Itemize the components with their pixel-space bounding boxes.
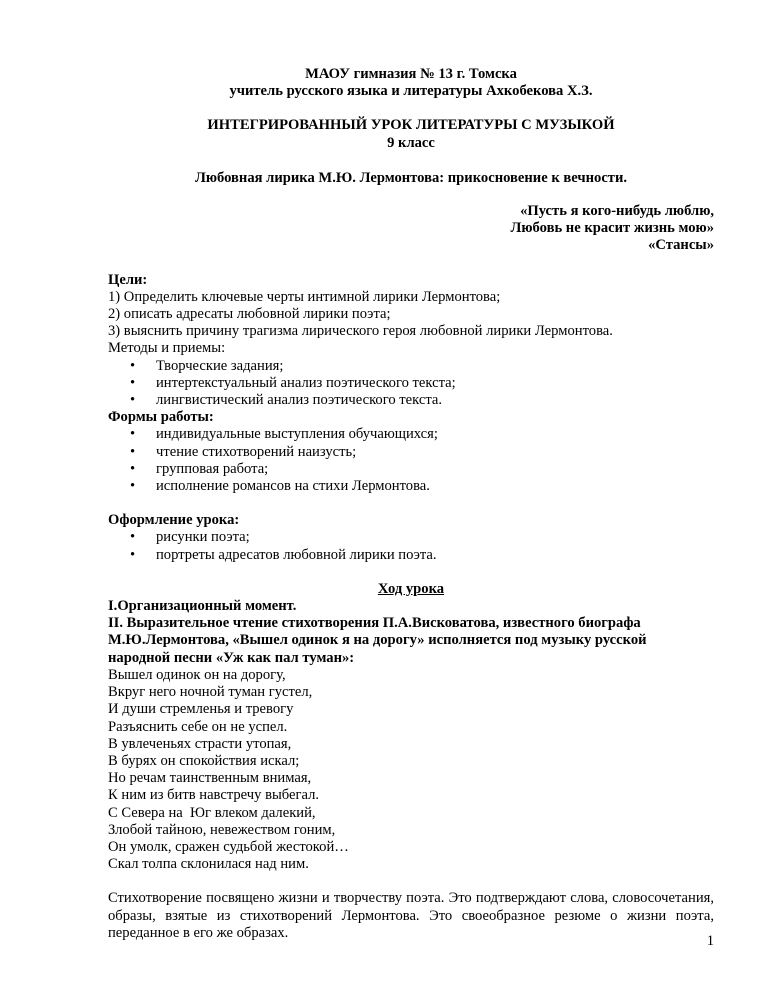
- forms-section: [108, 409, 714, 495]
- list-item: • интертекстуальный анализ поэтического текста;: [108, 375, 714, 392]
- course-step-2-line: народной песни «Уж как пал туман»:: [108, 649, 355, 666]
- course-heading: Ход урока: [377, 580, 445, 597]
- list-item: • рисунки поэта;: [108, 529, 714, 546]
- course-step-1: I.Организационный момент.: [108, 598, 297, 615]
- poem-line: С Севера на Юг влеком далекий,: [108, 804, 316, 821]
- lesson-type: ИНТЕГРИРОВАННЫЙ УРОК ЛИТЕРАТУРЫ С МУЗЫКОЙ: [207, 117, 615, 134]
- list-item: • индивидуальные выступления обучающихся;: [108, 426, 714, 443]
- school-name: МАОУ гимназия № 13 г. Томска: [305, 66, 517, 82]
- forms-list: [108, 426, 714, 495]
- list-item: • чтение стихотворений наизусть;: [108, 444, 714, 461]
- page-content: [108, 66, 714, 942]
- goal-item: 3) выяснить причину трагизма лирического героя любовной лирики Лермонтова.: [108, 323, 613, 340]
- goals-section: [108, 272, 714, 341]
- poem-line: В бурях он спокойствия искал;: [108, 752, 300, 769]
- course-step-2-line: II. Выразительное чтение стихотворения П.А.Висковатова, известного биографа: [108, 615, 641, 632]
- poem-line: Скал толпа склонилася над ним.: [108, 856, 309, 873]
- list-item: • Творческие задания;: [108, 358, 714, 375]
- poem-line: Он умолк, сражен судьбой жестокой…: [108, 838, 349, 855]
- course-step-2-line: М.Ю.Лермонтова, «Вышел одинок я на дорогу» исполняется под музыку русской: [108, 632, 647, 649]
- poem-line: Разъяснить себе он не успел.: [108, 718, 288, 735]
- list-item: • портреты адресатов любовной лирики поэта.: [108, 547, 714, 564]
- design-section: [108, 512, 714, 564]
- lesson-topic: Любовная лирика М.Ю. Лермонтова: прикосновение к вечности.: [194, 169, 628, 186]
- list-item: • лингвистический анализ поэтического текста.: [108, 392, 714, 409]
- grade: 9 класс: [387, 134, 435, 151]
- poem-line: Вышел одинок он на дорогу,: [108, 666, 286, 683]
- epigraph-line: Любовь не красит жизнь мою»: [510, 220, 714, 237]
- poem-line: И души стремленья и тревогу: [108, 701, 294, 718]
- methods-list: [108, 358, 714, 410]
- goals-heading: Цели:: [108, 271, 148, 288]
- epigraph: [108, 203, 714, 255]
- forms-heading: Формы работы:: [108, 409, 214, 426]
- goal-item: 2) описать адресаты любовной лирики поэта;: [108, 306, 391, 323]
- design-heading: Оформление урока:: [108, 512, 240, 529]
- epigraph-source: «Стансы»: [648, 237, 714, 254]
- teacher-name: учитель русского языка и литературы Ахкобекова Х.З.: [229, 83, 593, 100]
- poem-line: Но речам таинственным внимая,: [108, 770, 312, 787]
- poem-line: В увлеченьях страсти утопая,: [108, 735, 292, 752]
- goal-item: 1) Определить ключевые черты интимной лирики Лермонтова;: [108, 288, 501, 305]
- methods-heading: Методы и приемы:: [108, 340, 226, 357]
- list-item: • исполнение романсов на стихи Лермонтова.: [108, 478, 714, 495]
- page-number: 1: [706, 933, 714, 949]
- design-list: [108, 529, 714, 563]
- epigraph-line: «Пусть я кого-нибудь люблю,: [520, 203, 714, 220]
- poem-line: К ним из битв навстречу выбегал.: [108, 787, 320, 804]
- list-item: • групповая работа;: [108, 461, 714, 478]
- poem-line: Злобой тайною, невежеством гоним,: [108, 821, 336, 838]
- poem: [108, 667, 714, 873]
- poem-line: Вкруг него ночной туман густел,: [108, 684, 313, 701]
- methods-section: [108, 340, 714, 409]
- summary-paragraph: Стихотворение посвящено жизни и творчеству поэта. Это подтверждают слова, словосочетания, образы, взятые из стихотворений Лермонтова. Это своеобразное резюме о жизни поэта, переданное в его же образах.: [108, 890, 714, 941]
